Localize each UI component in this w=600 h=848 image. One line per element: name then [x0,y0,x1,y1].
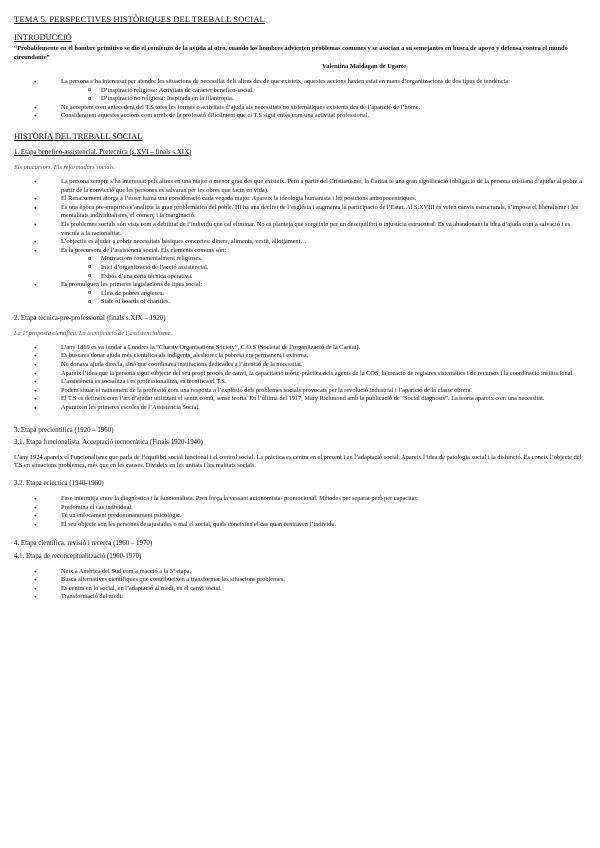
etapa-1-title: 1. Etapa benefico-assistencial. Pretecnica (s.XVI – finals s.XIX) [14,148,192,156]
intro-bullets [14,78,586,121]
list-item: ● Podem situar el naixement de la professió com una resposta a l’explosió dels problemes socials provocats per la revolució industrial i l’aparició de la classe obrera. [14,387,586,396]
quote-author: Valentina Maidagan de Ugarte [322,63,406,70]
page-header: TEMA 5. PERSPECTIVES HISTÒRIQUES DEL TREBALL SOCIAL [14,14,265,24]
intro-quote: “Probablemente en el hombre primitivo se dio el comienzo de la ayuda al otro, cuando los hombres advierten problemas comunes y se asocian a su semejantes en busca de apoyo y defensa contra el mundo circundante” [14,45,568,61]
list-item: ● Es promulguen les primeres legislacions de tipus social: o Lleis de pobres angleses. o State of boards of charities. [14,281,586,307]
intro-subitems [61,87,586,104]
etapa-1-legislation [61,290,586,307]
list-item: ● El T.S es defineix com l’art d’ajudar utilitzant el sentit comú, sense teoria. En l’última del 1917, Mary Richmond amb la publicació de “Social diagnosis”. La teoria apareix com una necessitat. [14,395,586,404]
list-item: ● Busca alternatives científiques que contribueixen a transformar les situacions problemes. [14,576,586,585]
list-item: ● La persona s’ha interessat per atendre les situacions de necessitat dels altres des de que existeix, aquestes accions havien estat en mans d’organitzacions de dos tipus de tendència: o D’inspiració religiosa: Activitats de caràcter benefico-social. o D’inspiració no religiosa: Inspirada en la filantropia. [14,78,586,104]
list-item: o Inici d’organització de l’acció assistencial. [61,264,586,273]
etapa-4-title: 4. Etapa científica, revisió i recerca (1960 – 1970) [14,539,153,547]
etapa-1-elements [61,255,586,281]
etapa-4-1-bullets [14,568,586,602]
list-item: o Motivacions fonamentalment religioses. [61,255,586,264]
etapa-3-1-text: L’any 1924 apareix el Funcionalisme que parla de l’equilibri social funcional i el control social. La pràctica es centra en el present i en l’adaptació social. Apareix l’idea de patologia social i la disfunció. Es coneix l’objecte del T.S en situacions problemes, més que en les causes. Divideix en les unitats i les realitats socials. [14,453,582,470]
intro-title: INTRODUCCIÓ [14,33,72,42]
etapa-1-subtitle: Els precursors. Els reformadors socials. [14,163,116,171]
list-item: ● És una època pre-empírica s’analitza la gran problemàtica del poble. Hi ha una declivi de l’església i augmenta la participació de l’Estat. Al S.XVIII es veien canvis estructurals, s’imposa el liberalisme i les mentalitats individualistes, el comerç i la marginació. [14,204,586,221]
list-item: ● El seu objecte son les persones desajustades o mal el social, quals coneixien el cas quan centraven l’individu. [14,521,586,530]
list-item: ● Els problemes socials són vists com a debilitat de l’individu que cal eliminar. No es planteja que sorgeixin per un desequilibri o injustícia estructural. Es va abandonant la idea d’ajuda com a salvació i es vincula a la racionalitat. [14,221,586,238]
list-item: ● Neix a Amèrica del Sud com a reacció a la 3ª etapa. [14,568,586,577]
list-item: ● Fase intermitja entre la diagnòstica i la funcionalista. Pren força la vessant autonomista- promocional. Mètodes per separat però per capacitar. [14,495,586,504]
etapa-3-1-title: 3.1. Etapa funcionalista. Acceptació tecnocràtica (Finals 1920-1940) [14,438,203,446]
list-item: ● L’any 1869 es va fundar a Londres la “Charity Organisations Society”, C.O.S (Societat de l’organització de la Caritat). [14,344,586,353]
etapa-4-1-title: 4.1. Etapa de reconceptualització (1960-1970) [14,552,142,560]
list-item: ● Té un enfocament predominantment psicològic. [14,512,586,521]
etapa-2-title: 2. Etapa tècnica-pre-professional (finals s.XIX – 1920) [14,314,166,322]
etapa-2-subtitle: La 1ª proposta científica. La tecnificació de l’assistencialisme. [14,329,173,337]
list-item: o Exbós d’una certa tècnica operativa. [61,273,586,282]
list-item: o Lleis de pobres angleses. [61,290,586,299]
list-item: ● L’objectiu es ajudar a cobrir necessitats bàsiques concretes: diners, aliments, vestit, allotjament… [14,238,586,247]
list-item: o D’inspiració no religiosa: Inspirada en la filantropia. [61,95,586,104]
list-item: ● Apareixen les primeres escoles de l’Assistència Social. [14,404,586,413]
history-title: HISTÒRIA DEL TREBALL SOCIAL [14,131,143,141]
document-page [14,14,586,602]
list-item: ● Ne acceptem com antecedent del T.S totes les formes o activitats d’ajuda als necessitats no sistemàtiques existents des de l’aparició de l’home. [14,104,586,113]
list-item: ● El Renaixement atorga a l’ésser humà una consideració cada vegada major. Apareix la ideologia humanista i les posicions antropocentriques. [14,195,586,204]
list-item: o State of boards of charities. [61,298,586,307]
etapa-3-title: 3. Etapa precientífica (1920 – 1960) [14,426,114,434]
etapa-3-2-title: 3.2. Etapa eclectica (1940-1960) [14,480,104,488]
list-item: ● Considerarem aquestes accions com arrels de la professió difícilment que el T.S sigui entès com una activitat professional. [14,112,586,121]
list-item: ● Apareix l’idea que la persona sigui subjecte del seu propi procés de canvi, la capacitació teòric-pràctica dels agents de la COS, la creació de registres sistemàtics i de recursos i la coordinació institucional. [14,370,586,379]
list-item: ● L’assistència es socialitza i es professionalitza, es tecnifica el T.S. [14,378,586,387]
etapa-3-2-bullets [14,495,586,529]
list-item: ● Es buscava donar ajuda més científica als indigents, aleshores la pobresa era permanent i extrema. [14,352,586,361]
list-item: ● Transformació del medi. [14,593,586,602]
list-item: ● És la precursora de l’assistència social. Els elements comuns són: o Motivacions fonamentalment religioses. o Inici d’organització de l’acció assistencial. o Exbós d’una certa tècnica operativa. [14,247,586,281]
list-item: ● Es centra en lo social, en l’adaptació al medi, en el canvi social. [14,585,586,594]
list-item: o D’inspiració religiosa: Activitats de caràcter benefico-social. [61,87,586,96]
etapa-2-bullets [14,344,586,413]
etapa-1-bullets [14,178,586,307]
list-item: ● No donava ajuda directa, sinó que coordinava institucions dedicades a l’atenció de la necessitat. [14,361,586,370]
list-item: ● Predomina el cas individual. [14,504,586,513]
list-item: ● La persona sempre s’ha interessat pels altres en una major o menor grau des que existeix. Però a partir del Cristianisme, la Caritat té una gran significació (obligació de la persona cristiana d’ajudar al pobre a partir de la convicció que les persones es salvaran per les obres que facin en vida). [14,178,586,195]
